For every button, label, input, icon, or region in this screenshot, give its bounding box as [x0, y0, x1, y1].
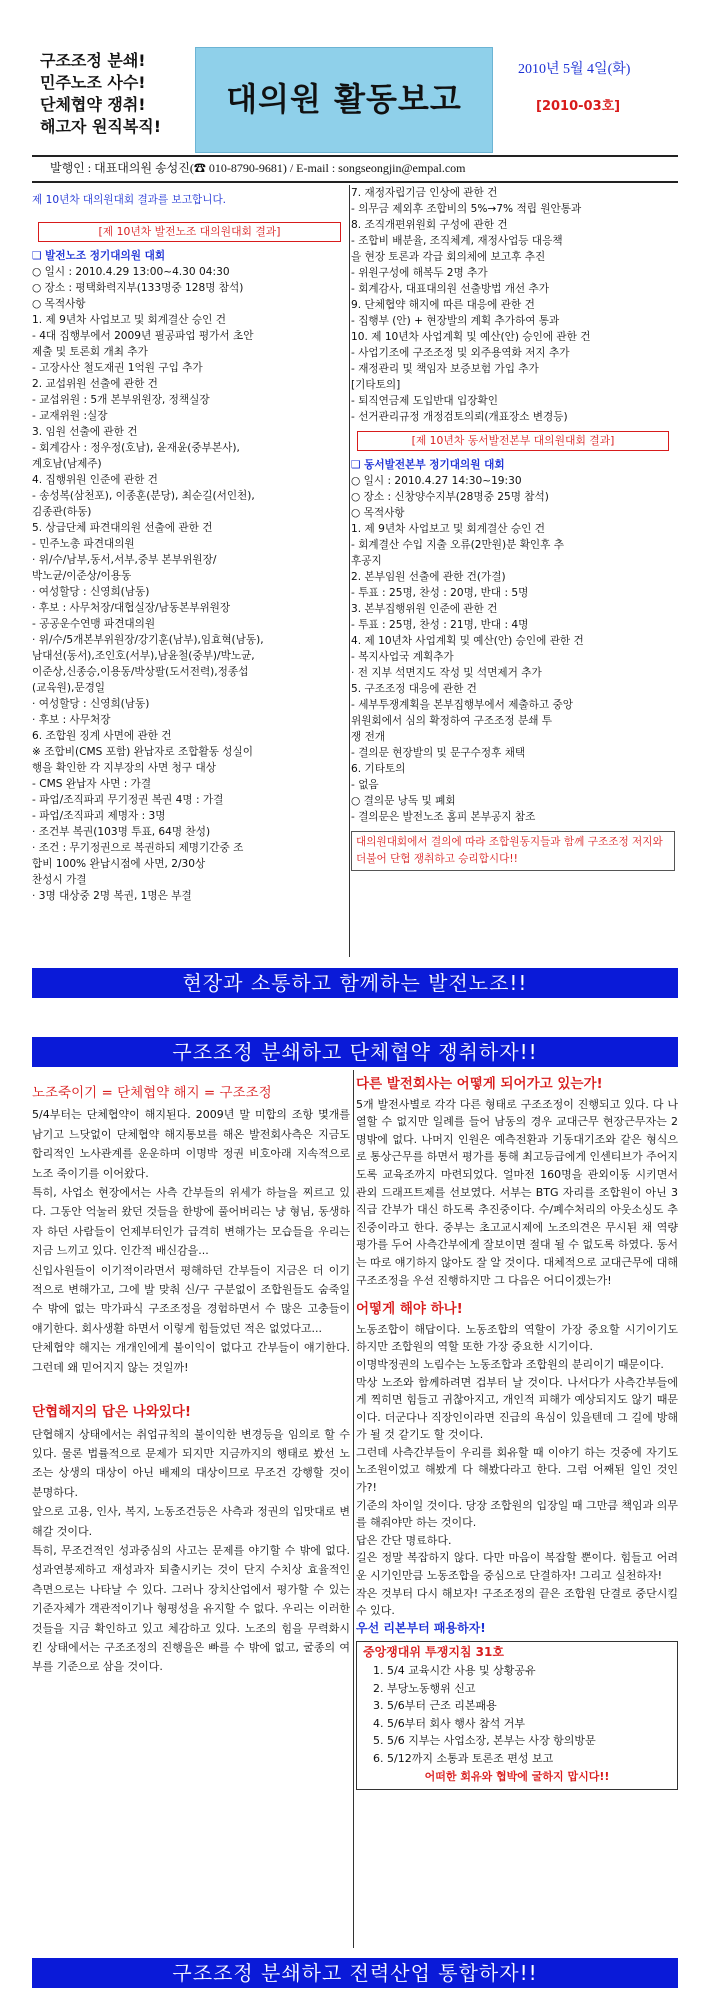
report-line: · 조건부 복권(103명 투표, 64명 찬성)	[32, 826, 211, 838]
report-line: 6. 조합원 징계 사면에 관한 건	[32, 730, 172, 742]
report-line: 1. 제 9년차 사업보고 및 회계결산 승인 건	[32, 314, 226, 326]
report-line: - 공공운수연맹 파견대의원	[32, 618, 156, 630]
report-line: · 위/수/남부,동서,서부,중부 본부위원장/	[32, 554, 217, 566]
report-line: - 조합비 배분율, 조직체계, 재정사업등 대응책	[351, 235, 563, 247]
report-line: 찬성시 가결	[32, 874, 87, 886]
report-line: 합비 100% 완납시점에 사면, 2/30상	[32, 858, 206, 870]
report-line: 남대선(동서),조인호(서부),남윤철(중부)/박노균,	[32, 650, 255, 662]
article-heading-1: 노조죽이기 = 단체협약 해지 = 구조조정	[32, 1085, 272, 1101]
report-line: 9. 단체협약 해지에 따른 대응에 관한 건	[351, 299, 535, 311]
report-line: - 선거관리규정 개정검토의뢰(개표장소 변경등)	[351, 411, 568, 423]
report-line: 3. 본부집행위원 인준에 관한 건	[351, 603, 498, 615]
report-line: 이준상,신종승,이용동/박상팔(도서전력),정종섭	[32, 666, 249, 678]
banner-bottom-section-head	[32, 1037, 678, 1067]
report-line: - 재정관리 및 책임자 보증보험 가입 추가	[351, 363, 539, 375]
article-paragraph: 특히, 사업소 현장에서는 사측 간부들의 위세가 하늘을 찌르고 있다. 그동안 억눌러 왔던 것들을 한방에 풀어버리는 냥 형님, 동생하자 하던 사람들이 언제부터인가 급격히 변해가는 모습들을 우리는 지금 느끼고 있다. 인간적 배신감을...	[32, 1186, 350, 1258]
action-guideline-footer: 어떠한 회유와 협박에 굴하지 맙시다!!	[424, 1769, 610, 1783]
report-line: - 4대 집행부에서 2009년 필공파업 평가서 초안	[32, 330, 254, 342]
report-line: 10. 제 10년차 사업계획 및 예산(안) 승인에 관한 건	[351, 331, 591, 343]
report-line: 4. 집행위원 인준에 관한 건	[32, 474, 158, 486]
title-box	[195, 47, 493, 153]
article-heading-3: 다른 발전회사는 어떻게 되어가고 있는가!	[356, 1076, 603, 1092]
report-line: - 결의문 현장발의 및 문구수정후 채택	[351, 747, 526, 759]
slogan-list	[40, 50, 188, 138]
report-line: ○ 목적사항	[32, 298, 86, 310]
action-item: 6. 5/12까지 소통과 토론조 편성 보고	[373, 1751, 554, 1765]
issue-date: 2010년 5월 4일(화)	[518, 62, 631, 77]
publisher-info: 발행인 : 대표대의원 송성진(☎ 010-8790-9681) / E-mail : songseongjin@empal.com	[50, 161, 466, 176]
report-line: 박노균/이준상/이용동	[32, 570, 132, 582]
report-line: - 집행부 (안) + 현장발의 계획 추가하여 통과	[351, 315, 560, 327]
report-line: - 사업기조에 구조조정 및 외주용역화 저지 추가	[351, 347, 570, 359]
report-line: 8. 조직개편위원회 구성에 관한 건	[351, 219, 508, 231]
article-paragraph: 앞으로 고용, 인사, 복지, 노동조건등은 사측과 정권의 입맛대로 변해갈 것이다.	[32, 1505, 350, 1538]
action-guideline-box	[356, 1641, 678, 1790]
article-column-right	[356, 1072, 678, 1790]
action-item: 5. 5/6 지부는 사업소장, 본부는 사장 항의방문	[373, 1734, 596, 1748]
report-line: 쟁 전개	[351, 731, 386, 743]
banner-top-text: 현장과 소통하고 함께하는 발전노조!!	[182, 970, 528, 995]
report-line: [기타토의]	[351, 379, 401, 391]
action-item: 3. 5/6부터 근조 리본패용	[373, 1699, 497, 1713]
report-line: · 위/수/5개본부위원장/강기훈(남부),임효혁(남동),	[32, 634, 264, 646]
section-heading: ❑ 발전노조 정기대의원 대회	[32, 250, 166, 262]
report-line: - 송성복(삼천포), 이종훈(분당), 최순길(서인천),	[32, 490, 255, 502]
banner-bottom-head-text: 구조조정 분쇄하고 단체협약 쟁취하자!!	[172, 1039, 538, 1064]
report-line: · 후보 : 사무처장/대협실장/남동본부위원장	[32, 602, 231, 614]
section-heading: ❑ 동서발전본부 정기대의원 대회	[351, 459, 505, 471]
report-line: - 없음	[351, 779, 379, 791]
article-paragraph: 작은 것부터 다시 해보자! 구조조정의 끝은 조합원 단결로 중단시킬 수 있다.	[356, 1586, 678, 1618]
report-line: 김종관(하동)	[32, 506, 92, 518]
report-line: ○ 장소 : 평택화력지부(133명중 128명 참석)	[32, 282, 244, 294]
report-line: - 의무금 제외후 조합비의 5%→7% 적립 원안통과	[351, 203, 582, 215]
report-line: - 투표 : 25명, 찬성 : 21명, 반대 : 4명	[351, 619, 529, 631]
report-line: 6. 기타토의	[351, 763, 406, 775]
report-line: ○ 목적사항	[351, 507, 405, 519]
column-divider-lower	[353, 1070, 354, 1948]
report-line: · 3명 대상중 2명 복권, 1명은 부결	[32, 890, 192, 902]
banner-bottom-section-foot	[32, 1958, 678, 1988]
report-line: 2. 교섭위원 선출에 관한 건	[32, 378, 158, 390]
report-intro: 제 10년차 대의원대회 결과를 보고합니다.	[32, 194, 227, 206]
banner-bottom-foot-text: 구조조정 분쇄하고 전력산업 통합하자!!	[172, 1960, 538, 1985]
article-paragraph: 특히, 무조건적인 성과중심의 사고는 문제를 야기할 수 밖에 없다. 성과연봉제하고 재성과자 퇴출시키는 것이 단지 수치상 효율적인 측면으로는 나타날 수 있다. 그러나 장치산업에서 평가할 수 있는 기준자체가 객관적이기나 형평성을 유지할 수 없다. 우리는 이러한 것들을 지금 확인하고 있고 체감하고 있다. 노조의 힘을 무력화시킨 상태에서는 구조조정의 진행을은 빠를 수 밖에 없고, 굴종의 여부를 기준으로 삼을 것이다.	[32, 1543, 350, 1674]
slogan-4: 해고자 원직복직!	[40, 117, 162, 136]
report-line: - 결의문은 발전노조 홈피 본부공지 참조	[351, 811, 536, 823]
slogan-3: 단체협약 쟁취!	[40, 95, 146, 114]
report-line: 계호남(남제주)	[32, 458, 102, 470]
action-item: 4. 5/6부터 회사 행사 참석 거부	[373, 1716, 525, 1730]
report-line: 2. 본부임원 선출에 관한 건(가결)	[351, 571, 506, 583]
action-item: 2. 부당노동행위 신고	[373, 1681, 476, 1695]
report-line: · 조건 : 무기정권으로 복권하되 제명기간중 조	[32, 842, 244, 854]
article-paragraph: 단체협약 해지는 개개인에게 불이익이 없다고 간부들이 얘기한다. 그런데 왜 믿어지지 않는 것일까!	[32, 1341, 350, 1374]
report-line: - 교재위원 :실장	[32, 410, 108, 422]
report-line: - 회계결산 수입 지출 오류(2만원)분 확인후 추	[351, 539, 565, 551]
article-paragraph: 이명박정권의 노림수는 노동조합과 조합원의 분리이기 때문이다.	[356, 1357, 664, 1371]
report-line: - 세부투쟁계획을 본부집행부에서 제출하고 중앙	[351, 699, 573, 711]
report-line: 행을 확인한 각 지부장의 사면 청구 대상	[32, 762, 216, 774]
section-box-title: [제 10년차 발전노조 대의원대회 결과]	[38, 222, 341, 242]
report-line: ※ 조합비(CMS 포함) 완납자로 조합활동 성실이	[32, 746, 253, 758]
publisher-bar	[32, 155, 678, 183]
report-line: · 여성할당 : 신영희(남동)	[32, 586, 150, 598]
report-line: - 회계감사 : 정우정(호남), 윤재윤(중부본사),	[32, 442, 240, 454]
report-line: · 전 지부 석면지도 작성 및 석면제거 추가	[351, 667, 542, 679]
article-paragraph: 노동조합이 해답이다. 노동조합의 역할이 가장 중요할 시기이기도 하지만 조합원의 역할 또한 가장 중요한 시기이다.	[356, 1322, 678, 1354]
report-line: - 고장사산 철도재권 1억원 구입 추가	[32, 362, 203, 374]
report-line: · 여성할당 : 신영희(남동)	[32, 698, 150, 710]
article-paragraph: 5/4부터는 단체협약이 해지된다. 2009년 말 미합의 조항 몇개를 남기고 느닷없이 단체협약 해지통보를 해온 발전회사측은 지금도 합리적인 노사관계를 운운하며 이명박 정권 비호아래 지속적으로 노조 죽이기를 이어왔다.	[32, 1108, 350, 1180]
report-line: 5. 구조조정 대응에 관한 건	[351, 683, 477, 695]
report-line: 3. 임원 선출에 관한 건	[32, 426, 138, 438]
ribbon-callout: 우선 리본부터 패용하자!	[356, 1620, 486, 1635]
article-heading-4: 어떻게 해야 하나!	[356, 1301, 463, 1318]
report-line: - 파업/조직파괴 제명자 : 3명	[32, 810, 166, 822]
banner-top-section	[32, 968, 678, 998]
report-line: ○ 장소 : 신창양수지부(28명중 25명 참석)	[351, 491, 549, 503]
article-paragraph: 단협해지 상태에서는 취업규칙의 불이익한 변경등을 임의로 할 수 있다. 물론 법률적으로 문제가 되지만 지금까지의 행태로 봤선 노조는 상생의 대상이 아닌 배제의 대상이므로 무조건 강행할 것이 분명하다.	[32, 1427, 350, 1499]
article-heading-2: 단협해지의 답은 나와있다!	[32, 1404, 192, 1421]
page-title: 대의원 활동보고	[226, 80, 462, 119]
article-paragraph: 기준의 차이일 것이다. 당장 조합원의 입장일 때 그만큼 책임과 의무를 해줘야만 하는 것이다.	[356, 1498, 678, 1530]
report-line: 제출 및 토론회 개최 추가	[32, 346, 148, 358]
report-line: - 투표 : 25명, 찬성 : 20명, 반대 : 5명	[351, 587, 529, 599]
report-column-right	[351, 185, 675, 871]
report-column-left	[32, 192, 347, 904]
report-line: - 민주노총 파견대의원	[32, 538, 135, 550]
report-line: - 회계감사, 대표대의원 선출방법 개선 추가	[351, 283, 549, 295]
report-line: (교육원),문경일	[32, 682, 106, 694]
report-line: 후공지	[351, 555, 382, 567]
action-guideline-title: 중앙쟁대위 투쟁지침 31호	[363, 1645, 504, 1660]
report-line: 을 현장 토론과 각급 회의체에 보고후 추진	[351, 251, 546, 263]
report-line: - 복지사업국 계획추가	[351, 651, 454, 663]
report-line: · 후보 : 사무처장	[32, 714, 111, 726]
article-column-left	[32, 1080, 350, 1677]
report-line: - CMS 완납자 사면 : 가결	[32, 778, 152, 790]
slogan-2: 민주노조 사수!	[40, 73, 146, 92]
article-paragraph: 5개 발전사별로 각각 다른 형태로 구조조정이 진행되고 있다. 다 나열할 수 없지만 일례를 들어 남동의 경우 교대근무 현장근무자는 2명밖에 없다. 나머지 인원은 예측전환과 기동대기조와 같은 형식으로 통상근무를 하면서 평가를 통해 최고등급에게 인센티브가 주어지도록 교육조까지 마련되었다. 얼마전 160명을 관외이동 시키면서 관외 드래프트제를 선보였다. 서부는 BTG 자리를 조합원이 아닌 3직급 간부가 대신 하도록 추진중이다. 수/폐수처리의 아웃소싱도 추진중이라고 한다. 중부는 초고교시제에 노조의견은 무시된 채 역량평가를 두어 사측간부에게 잘보이면 절대 될 수 없도록 하였다. 동서는 따로 얘기하지 않아도 잘 알 것이다. 대체적으로 교대근무에 대해 구조조정을 우선 진행하지만 그 다음은 어디이겠는가!	[356, 1097, 679, 1287]
resolution-note: 대의원대회에서 결의에 따라 조합원동지들과 함께 구조조정 저지와 더불어 단협 쟁취하고 승리합시다!!	[351, 831, 675, 871]
slogan-1: 구조조정 분쇄!	[40, 51, 146, 70]
issue-number: [2010-03호]	[536, 99, 621, 114]
report-line: 위원회에서 심의 확정하여 구조조정 분쇄 투	[351, 715, 553, 727]
report-line: - 교섭위원 : 5개 본부위원장, 정책실장	[32, 394, 210, 406]
report-line: ○ 일시 : 2010.4.29 13:00~4.30 04:30	[32, 266, 230, 278]
report-line: 1. 제 9년차 사업보고 및 회계결산 승인 건	[351, 523, 545, 535]
report-line: ○ 일시 : 2010.4.27 14:30~19:30	[351, 475, 522, 487]
report-line: - 위원구성에 해복두 2명 추가	[351, 267, 488, 279]
article-paragraph: 답은 간단 명료하다.	[356, 1533, 452, 1547]
article-paragraph: 길은 정말 복잡하지 않다. 다만 마음이 복잡할 뿐이다. 힘들고 어려운 시기인만큼 노동조합을 중심으로 단결하자! 그리고 실천하자!	[356, 1551, 678, 1583]
column-divider	[349, 185, 350, 957]
report-line	[32, 208, 347, 216]
report-line: 5. 상급단체 파견대의원 선출에 관한 건	[32, 522, 213, 534]
report-line: - 퇴직연금제 도입반대 입장확인	[351, 395, 498, 407]
article-paragraph: 신입사원들이 이기적이라면서 평해하던 간부들이 지금은 더 이기적으로 변해가고, 그에 발 맞춰 신/구 구분없이 조합원들도 숨죽일 수 밖에 없는 막가파식 구조조정을 경험하면서 수 많은 고충들이 얘기한다. 회사생활 하면서 이렇게 힘들었던 적은 없었다고...	[32, 1263, 350, 1335]
report-line: 4. 제 10년차 사업계획 및 예산(안) 승인에 관한 건	[351, 635, 584, 647]
article-paragraph: 막상 노조와 함께하려면 겁부터 날 것이다. 나서다가 사측간부들에게 찍히면 힘들고 귀찮아지고, 개인적 피해가 예상되지도 않기 때문이다. 더군다나 직장인이라면 진급의 욕심이 있을텐데 그 길에 방해가 될 것 같기도 할 것이다.	[356, 1375, 678, 1442]
action-item: 1. 5/4 교육시간 사용 및 상황공유	[373, 1664, 536, 1677]
report-line: 7. 재정자립기금 인상에 관한 건	[351, 187, 498, 199]
article-paragraph: 그런데 사측간부들이 우리를 회유할 때 이야기 하는 것중에 자기도 노조원이었고 해봤게 다 해봤다라고 한다. 그럼 어째된 일인 것인가?!	[356, 1445, 678, 1495]
report-line: ○ 결의문 낭독 및 폐회	[351, 795, 456, 807]
section-box-title: [제 10년차 동서발전본부 대의원대회 결과]	[357, 431, 669, 451]
report-line: - 파업/조직파괴 무기정권 복권 4명 : 가결	[32, 794, 224, 806]
